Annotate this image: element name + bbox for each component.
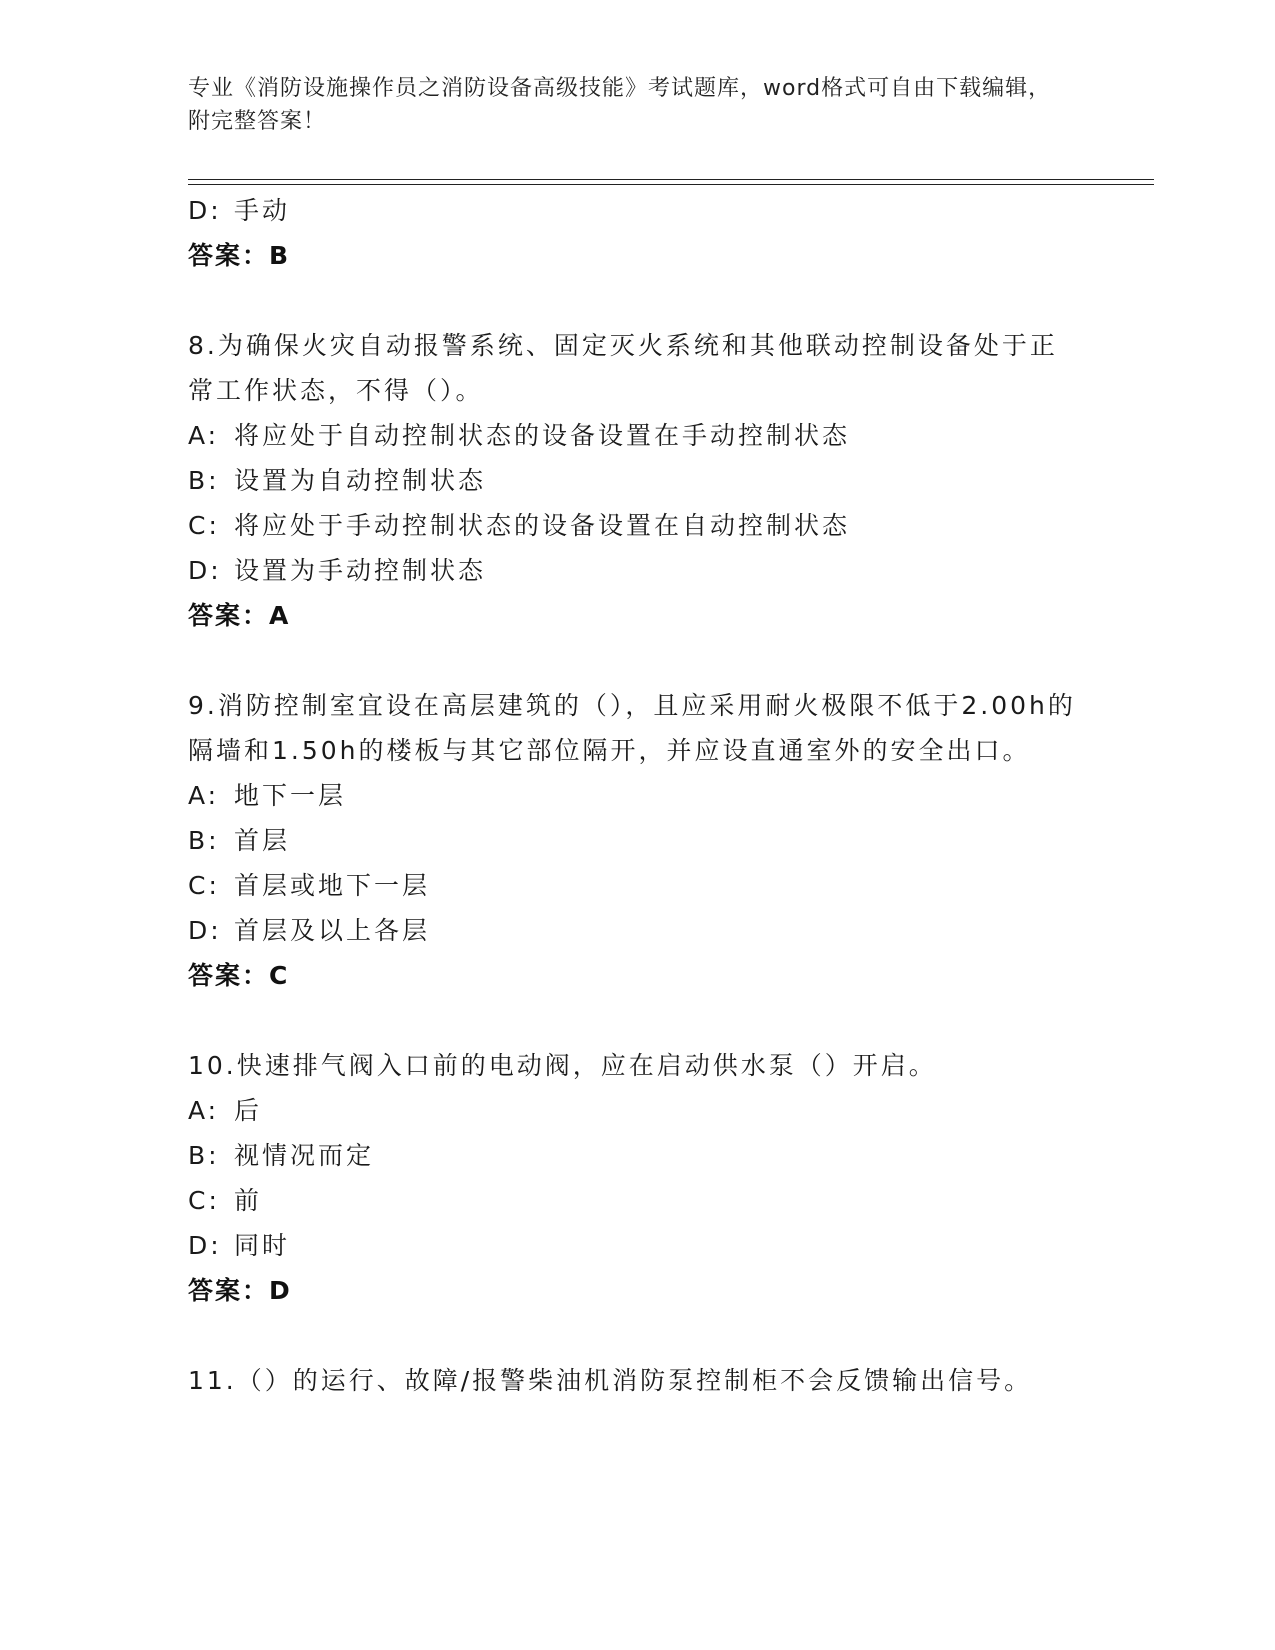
answer-line: 答案：D: [188, 1276, 292, 1305]
option-text: 将应处于手动控制状态的设备设置在自动控制状态: [234, 511, 851, 540]
question-9: [188, 683, 1088, 998]
option-text: 将应处于自动控制状态的设备设置在手动控制状态: [234, 421, 851, 450]
question-8: [188, 323, 1088, 638]
option-line: [188, 458, 1088, 503]
option-text: 首层: [234, 826, 291, 855]
option-text: 地下一层: [234, 781, 347, 810]
option-key: C:: [188, 1186, 220, 1215]
option-text: 设置为手动控制状态: [234, 556, 487, 585]
header-rule-bottom: [188, 184, 1154, 185]
option-key: C:: [188, 511, 220, 540]
option-line: [188, 1133, 1088, 1178]
option-text: 首层或地下一层: [234, 871, 431, 900]
question-text: 11.（）的运行、故障/报警柴油机消防泵控制柜不会反馈输出信号。: [188, 1366, 1033, 1395]
option-key: A:: [188, 1096, 220, 1125]
option-key: B:: [188, 1141, 220, 1170]
option-text: 同时: [234, 1231, 291, 1260]
option-key: D:: [188, 916, 222, 945]
answer-line: 答案：A: [188, 601, 291, 630]
answer-line: 答案：C: [188, 961, 290, 990]
option-key: D:: [188, 1231, 222, 1260]
option-line: [188, 413, 1088, 458]
option-line: [188, 503, 1088, 548]
option-key: D:: [188, 196, 222, 225]
option-key: B:: [188, 826, 220, 855]
option-line: [188, 1088, 1088, 1133]
question-text: 9.消防控制室宜设在高层建筑的（），且应采用耐火极限不低于2.00h的隔墙和1.50h的楼板与其它部位隔开，并应设直通室外的安全出口。: [188, 691, 1076, 765]
prev-question-tail: [188, 188, 1088, 278]
option-line: [188, 863, 1088, 908]
option-text: 首层及以上各层: [234, 916, 431, 945]
option-text: 设置为自动控制状态: [234, 466, 487, 495]
option-text: 视情况而定: [234, 1141, 375, 1170]
option-line: [188, 188, 1088, 233]
header-rule-top: [188, 179, 1154, 180]
answer-line: 答案：B: [188, 241, 291, 270]
option-key: A:: [188, 781, 220, 810]
document-body: [188, 188, 1088, 1403]
option-line: [188, 773, 1088, 818]
option-key: C:: [188, 871, 220, 900]
option-text: 后: [234, 1096, 263, 1125]
option-key: A:: [188, 421, 220, 450]
question-10: [188, 1043, 1088, 1313]
question-text: 10.快速排气阀入口前的电动阀，应在启动供水泵（）开启。: [188, 1051, 937, 1080]
question-11: [188, 1358, 1088, 1403]
option-line: [188, 908, 1088, 953]
option-line: [188, 548, 1088, 593]
question-text: 8.为确保火灾自动报警系统、固定灭火系统和其他联动控制设备处于正常工作状态，不得（）。: [188, 331, 1058, 405]
option-line: [188, 1223, 1088, 1268]
option-text: 手动: [234, 196, 291, 225]
option-line: [188, 818, 1088, 863]
option-line: [188, 1178, 1088, 1223]
document-header: 专业《消防设施操作员之消防设备高级技能》考试题库，word格式可自由下载编辑，附完整答案！: [188, 76, 1052, 134]
option-key: D:: [188, 556, 222, 585]
option-text: 前: [234, 1186, 263, 1215]
option-key: B:: [188, 466, 220, 495]
